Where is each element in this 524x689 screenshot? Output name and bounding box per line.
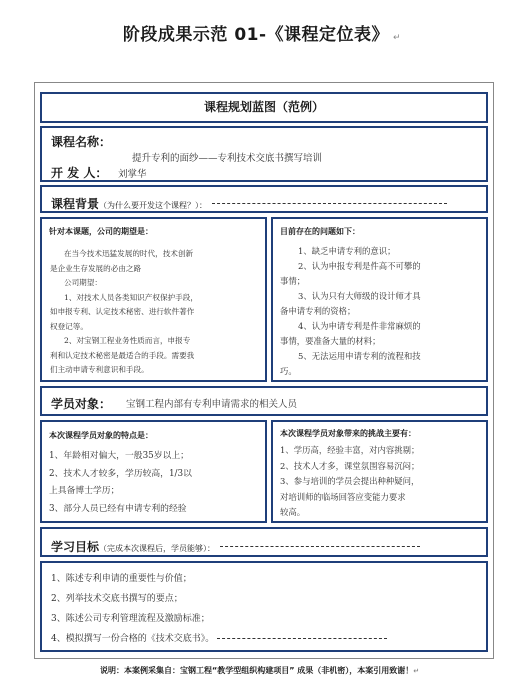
page-title-text: 阶段成果示范 01-《课程定位表》 [122,25,390,45]
current-problems-heading: 目前存在的问题如下： [280,227,360,236]
goals-list-box [40,561,488,652]
text-line: 巧。 [280,366,297,376]
text-line: 较高。 [280,507,306,517]
goals-header-box [40,527,488,557]
course-name-box [40,126,488,182]
text-line: 公司期望： [64,278,102,287]
text-line: 对培训师的临场回答应变能力要求 [280,491,406,502]
paragraph-mark-icon: ↵ [393,33,402,43]
course-name-value: 提升专利的面纱——专利技术交底书撰写培训 [132,153,323,164]
company-expectation-box [40,217,267,382]
goal-item: 3、陈述公司专利管理流程及激励标准； [51,614,210,624]
text-line: 事情； [280,276,306,286]
company-expectation-heading: 针对本课题，公司的期望是： [49,227,153,236]
text-line: 如申报专利、认定技术秘密、进行软件著作 [50,307,195,316]
developer-value: 刘掌华 [118,169,147,180]
text-line: 2、对宝钢工程业务性质而言，申报专 [64,336,191,345]
blueprint-title-box [40,92,488,123]
text-line: 是企业生存发展的必由之路 [50,263,142,273]
goal-item: 1、陈述专利申请的重要性与价值； [51,574,192,584]
learners-value: 宝钢工程内部有专利申请需求的相关人员 [126,399,298,410]
text-line: 1、年龄相对偏大，一般35岁以上； [49,451,189,461]
goals-header-row [51,536,420,555]
company-expectation-text [50,247,198,378]
text-line: 1、缺乏申请专利的意识； [298,246,396,256]
goal-dash-line [217,638,387,639]
course-name-label: 课程名称： [51,135,112,149]
footnote [100,665,419,676]
goal-item [51,629,387,649]
goals-hint: （完成本次课程后，学员能够）： [99,544,216,553]
goals-label: 学习目标 [51,540,100,554]
learner-traits-box [40,420,267,523]
learners-box [40,386,488,416]
text-line: 备申请专利的资格； [280,306,356,316]
background-box [40,185,488,213]
text-line: 2、技术人才较多，学历较高，1/3以 [49,468,192,479]
text-line: 3、参与培训的学员会提出种种疑问， [280,476,420,486]
text-line: 权登记等。 [50,321,88,331]
learner-traits-heading: 本次课程学员对象的特点是： [49,431,153,440]
background-row [51,193,447,212]
paragraph-mark-icon: ↵ [413,667,420,675]
learner-challenges-box [271,420,488,523]
background-dash-line [212,203,447,204]
learner-traits-text [49,448,192,518]
text-line: 在当今技术迅猛发展的时代，技术创新 [64,249,194,258]
blueprint-title: 课程规划蓝图（范例） [203,100,324,114]
text-line: 5、无法运用申请专利的流程和技 [298,351,421,361]
current-problems-text [280,244,421,379]
text-line: 1、对技术人员各类知识产权保护手段， [64,292,198,302]
goal-item: 2、列举技术交底书撰写的要点； [51,594,183,604]
text-line: 利和认定技术秘密是最适合的手段。需要我 [50,350,195,360]
footnote-text: 说明：本案例采集自：宝钢工程“教学型组织构建项目” 成果（非机密），本案引用致谢！ [100,666,414,675]
text-line: 4、认为申请专利是件非常麻烦的 [298,321,421,331]
background-hint: （为什么要开发这个课程？）： [99,201,208,210]
learner-challenges-text [280,443,419,521]
goals-list [51,569,387,649]
goal-item-text: 4、模拟撰写一份合格的《技术交底书》。 [51,634,215,644]
text-line: 1、学历高，经验丰富，对内容挑剔； [280,445,420,455]
text-line: 上具备博士学历； [49,486,120,496]
text-line: 事情，要准备大量的材料； [280,336,381,346]
current-problems-box [271,217,488,382]
learners-label: 学员对象： [51,397,112,411]
text-line: 3、认为只有大师级的设计师才具 [298,291,421,301]
learner-challenges-heading: 本次课程学员对象带来的挑战主要有： [280,429,416,438]
text-line: 们主动申请专利意识和手段。 [50,365,149,374]
text-line: 3、部分人员已经有申请专利的经验 [49,503,187,514]
text-line: 2、认为申报专利是件高不可攀的 [298,261,421,271]
background-label: 课程背景 [51,197,100,211]
goals-dash-line [220,546,420,547]
page-title [0,20,524,45]
text-line: 2、技术人才多，课堂氛围容易沉闷； [280,460,420,471]
developer-label: 开 发 人： [51,166,108,180]
